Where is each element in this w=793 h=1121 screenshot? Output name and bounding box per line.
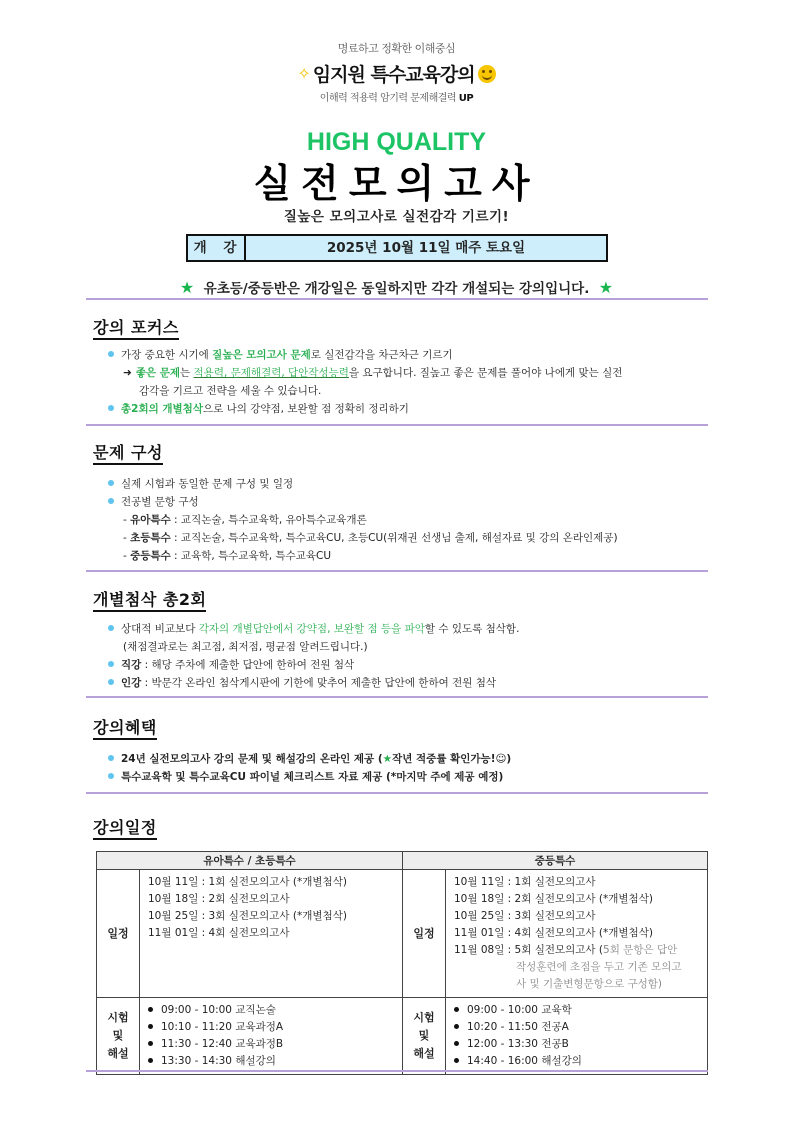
list-item [108,346,708,364]
column-header: 유아특수 / 초등특수 [97,852,403,870]
highlight: 질높은 모의고사 문제 [212,349,311,361]
bullet-icon [108,405,114,411]
brand-name: 임지원 특수교육강의 [312,64,475,86]
bullet-icon [454,1058,459,1063]
highlight: 적용력, 문제해결력, 답안작성능력 [193,367,349,379]
divider [86,792,708,794]
list-item [108,475,708,493]
date-line [454,942,699,959]
list-item-cont: (채점결과로는 최고점, 최저점, 평균점 알려드립니다.) [123,641,368,653]
text: 직강 [121,659,142,671]
divider [86,424,708,426]
section-title-structure: 문제 구성 [93,443,163,465]
text: 12:00 - 13:30 전공B [467,1038,569,1050]
section-title-focus: 강의 포커스 [93,318,179,340]
text: 으로 나의 강약점, 보완할 점 정확히 정리하기 [202,403,409,415]
text: 할 수 있도록 첨삭함. [424,623,520,635]
row-label [97,998,140,1075]
text: 10:20 - 11:50 전공A [467,1021,569,1033]
tagline: 명료하고 정확한 이해중심 [337,42,456,55]
table-row [97,870,708,998]
text: 11:30 - 12:40 교육과정B [161,1038,284,1050]
time-line [148,1053,394,1070]
time-line [454,1036,699,1053]
text: : 해당 주차에 제출한 답안에 한하여 전원 첨삭 [141,659,355,671]
text: 인강 [121,677,142,689]
bullet-icon [148,1041,153,1046]
opening-label: 개 강 [188,236,246,260]
label-line: 시험 [413,1011,435,1024]
divider [86,1070,708,1072]
label-line: 해설 [107,1047,129,1060]
feedback-list [108,620,708,692]
focus-list [108,346,708,418]
schedule-table [96,851,708,1075]
bullet-icon [108,679,114,685]
page-title: 실전모의고사 [253,162,540,207]
header [0,40,793,104]
benefits-list [108,750,708,786]
label-line: 시험 [107,1011,129,1024]
text: 중등특수 [130,550,171,562]
text: 실제 시험과 동일한 문제 구성 및 일정 [121,478,294,490]
star-icon: ★ [382,753,393,765]
bullet-icon [454,1041,459,1046]
highlight: 좋은 문제 [135,367,181,379]
list-item [108,493,708,511]
note: 5회 문항은 답안 [603,944,678,956]
subline [0,89,793,104]
section-title-benefits: 강의혜택 [93,718,157,740]
time-line [454,1053,699,1070]
time-line [454,1019,699,1036]
time-line [148,1002,394,1019]
list-item [108,750,708,768]
structure-list [108,475,708,565]
smile-icon [478,65,496,83]
bullet-icon [454,1024,459,1029]
bullet-icon [108,661,114,667]
date-line: 11월 01일 : 4회 실전모의고사 (*개별첨삭) [454,927,653,939]
list-item [108,674,708,692]
list-item: - 초등특수 : 교직논술, 특수교육학, 특수교육CU, 초등CU(위재권 선생님 출제, 해설자료 및 강의 온라인제공) [123,532,618,544]
text: : 교직논술, 특수교육학, 유아특수교육개론 [170,514,367,526]
text: 상대적 비교보다 [121,623,199,635]
text: 가장 중요한 시기에 [121,349,213,361]
text: : 박문각 온라인 첨삭게시판에 기한에 맞추어 제출한 답안에 한하여 전원 첨삭 [141,677,496,689]
list-item-cont: 감각을 기르고 전략을 세울 수 있습니다. [139,385,322,397]
divider [86,570,708,572]
bullet-icon [108,625,114,631]
bullet-icon [148,1007,153,1012]
text: 로 실전감각을 차근차근 기르기 [310,349,453,361]
text: : 교육학, 특수교육학, 특수교육CU [170,550,332,562]
column-header: 중등특수 [403,852,708,870]
list-item [108,400,708,418]
date-line: 10월 11일 : 1회 실전모의고사 (*개별첨삭) [148,876,347,888]
date-line: 10월 18일 : 2회 실전모의고사 (*개별첨삭) [454,893,653,905]
bullet-icon [108,773,114,779]
list-item [108,656,708,674]
highlight: 각자의 개별답안에서 강약점, 보완할 점 등을 파악 [198,623,425,635]
opening-date: 2025년 10월 11일 매주 토요일 [326,240,526,256]
row-label: 일정 [97,870,140,998]
right-dates-cell [446,870,708,998]
slogan: 질높은 모의고사로 실전감각 기르기! [283,209,510,225]
left-dates-cell [140,870,403,998]
divider [86,696,708,698]
label-line: 해설 [413,1047,435,1060]
date-line: 10월 25일 : 3회 실전모의고사 [454,910,596,922]
time-line [148,1019,394,1036]
subline-text: 이해력 적용력 암기력 문제해결력 [319,93,457,104]
text: 전공별 문항 구성 [121,496,199,508]
arrow-icon: ➜ [123,367,132,379]
section-title-schedule: 강의일정 [93,818,157,840]
bullet-icon [108,480,114,486]
star-icon: ★ [179,278,195,297]
row-label [403,998,446,1075]
date-line: 10월 25일 : 3회 실전모의고사 (*개별첨삭) [148,910,347,922]
sparkle-icon: ✧ [297,64,310,83]
brand [297,60,495,87]
section-title-feedback: 개별첨삭 총2회 [93,590,206,612]
row-label: 일정 [403,870,446,998]
note-line: 작성훈련에 초점을 두고 기존 모의고 [516,961,682,973]
list-item [108,620,708,638]
bullet-icon [108,498,114,504]
text: 특수교육학 및 특수교육CU 파이널 체크리스트 자료 제공 (*마지막 주에 제공 예정) [121,771,504,783]
text: 는 [180,367,194,379]
notice-text: 유초등/중등반은 개강일은 동일하지만 각각 개설되는 강의입니다. [203,281,590,297]
list-item: - 중등특수 : 교육학, 특수교육학, 특수교육CU [123,550,332,562]
opening-date-box [186,234,608,262]
text: 을 요구합니다. 질높고 좋은 문제를 풀어야 나에게 맞는 실전 [348,367,623,379]
right-times-cell [446,998,708,1075]
left-times-cell [140,998,403,1075]
text: 작년 적중률 확인가능!☺) [392,753,512,765]
time-line [454,1002,699,1019]
text: : 교직논술, 특수교육학, 특수교육CU, 초등CU(위재권 선생님 출제, 해설자료 및 강의 온라인제공) [170,532,618,544]
table-header-row [97,852,708,870]
text: 초등특수 [130,532,171,544]
text: 유아특수 [130,514,171,526]
notice [0,277,793,297]
high-quality-heading: HIGH QUALITY [306,128,487,156]
list-item: - 유아특수 : 교직논술, 특수교육학, 유아특수교육개론 [123,514,367,526]
list-item [108,768,708,786]
text: 10:10 - 11:20 교육과정A [161,1021,284,1033]
date-line: 10월 18일 : 2회 실전모의고사 [148,893,290,905]
bullet-icon [108,351,114,357]
highlight: 총2회의 개별첨삭 [121,403,203,415]
bullet-icon [148,1058,153,1063]
date-line: 11월 01일 : 4회 실전모의고사 [148,927,290,939]
table-row [97,998,708,1075]
bullet-icon [108,755,114,761]
text: 14:40 - 16:00 해설강의 [467,1055,582,1067]
time-line [148,1036,394,1053]
date-line: 10월 11일 : 1회 실전모의고사 [454,876,596,888]
divider [86,298,708,300]
text: 24년 실전모의고사 강의 문제 및 해설강의 온라인 제공 ( [121,753,383,765]
label-line: 및 [112,1029,124,1042]
text: 13:30 - 14:30 해설강의 [161,1055,276,1067]
text: 09:00 - 10:00 교육학 [467,1004,572,1016]
bullet-icon [454,1007,459,1012]
label-line: 및 [418,1029,430,1042]
subline-up: UP [458,93,474,104]
note-line: 사 및 기출변형문항으로 구성함) [516,978,662,990]
star-icon: ★ [598,278,614,297]
text: 09:00 - 10:00 교직논술 [161,1004,276,1016]
text: 11월 08일 : 5회 실전모의고사 ( [454,944,604,956]
list-item [108,364,708,382]
bullet-icon [148,1024,153,1029]
